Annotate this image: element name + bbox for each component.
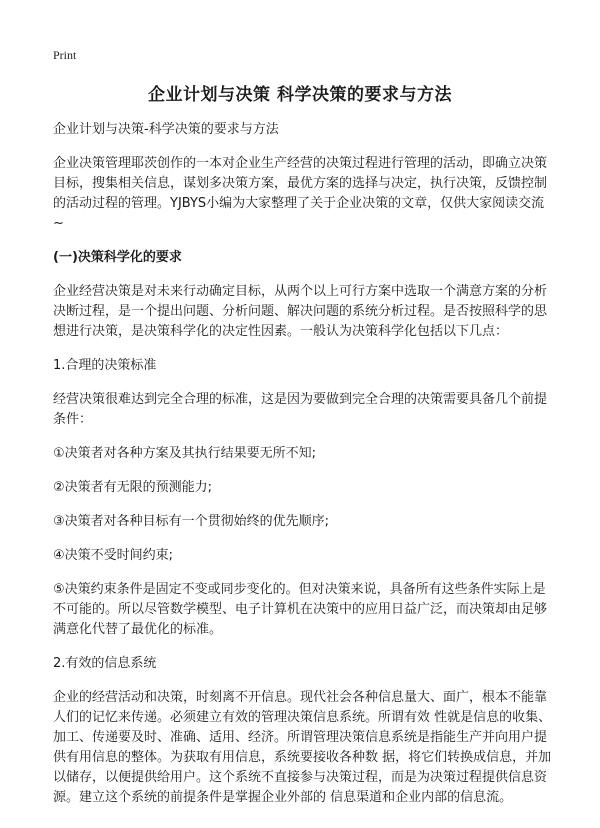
document-body	[53, 120, 554, 808]
point-paragraph: 经营决策很难达到完全合理的标准，这是因为要做到完全合理的决策需要具备几个前提条件：	[53, 392, 548, 427]
condition-item: ⑤决策约束条件是固定不变或同步变化的。但对决策来说，具备所有这些条件实际上是不可能的。所以尽管数学模型、电子计算机在决策中的应用日益广泛，而决策却由足够满意化代替了最优化的标准。	[53, 582, 548, 637]
section-heading: (一)决策科学化的要求	[53, 250, 182, 265]
condition-item: ②决策者有无限的预测能力;	[53, 480, 213, 495]
subtitle: 企业计划与决策-科学决策的要求与方法	[53, 122, 279, 137]
point-heading: 1.合理的决策标准	[53, 358, 157, 373]
point-heading: 2.有效的信息系统	[53, 656, 157, 671]
section-paragraph: 企业经营决策是对未来行动确定目标，从两个以上可行方案中选取一个满意方案的分析决断过程，是一个提出问题、分析问题、解决问题的系统分析过程。是否按照科学的思想进行决策，是决策科学化的决定性因素。一般认为决策科学化包括以下几点：	[53, 284, 548, 339]
print-label: Print	[53, 48, 77, 62]
intro-paragraph: 企业决策管理耶茨创作的一本对企业生产经营的决策过程进行管理的活动，即确立决策目标，搜集相关信息，谋划多决策方案，最优方案的选择与决定，执行决策，反馈控制的活动过程的管理。YJBYS小编为大家整理了关于企业决策的文章，仅供大家阅读交流~	[53, 156, 548, 231]
condition-item: ④决策不受时间约束;	[53, 548, 174, 563]
condition-item: ①决策者对各种方案及其执行结果要无所不知;	[53, 446, 317, 461]
page-title: 企业计划与决策 科学决策的要求与方法	[148, 85, 452, 105]
condition-item: ③决策者对各种目标有一个贯彻始终的优先顺序;	[53, 514, 330, 529]
point-paragraph: 企业的经营活动和决策，时刻离不开信息。现代社会各种信息量大、面广，根本不能靠人们的记忆来传递。必须建立有效的管理决策信息系统。所谓有效 性就是信息的收集、加工、传递要及时、准确、适用、经济。所谓管理决策信息系统是指能生产并向用户提供有用信息的整体。为获取有用信息，系统要接收各种数 据，将它们转换成信息，并加以储存，以便提供给用户。这个系统不直接参与决策过程，而是为决策过程提供信息资源。建立这个系统的前提条件是掌握企业外部的 信息渠道和企业内部的信息流。	[53, 690, 552, 805]
